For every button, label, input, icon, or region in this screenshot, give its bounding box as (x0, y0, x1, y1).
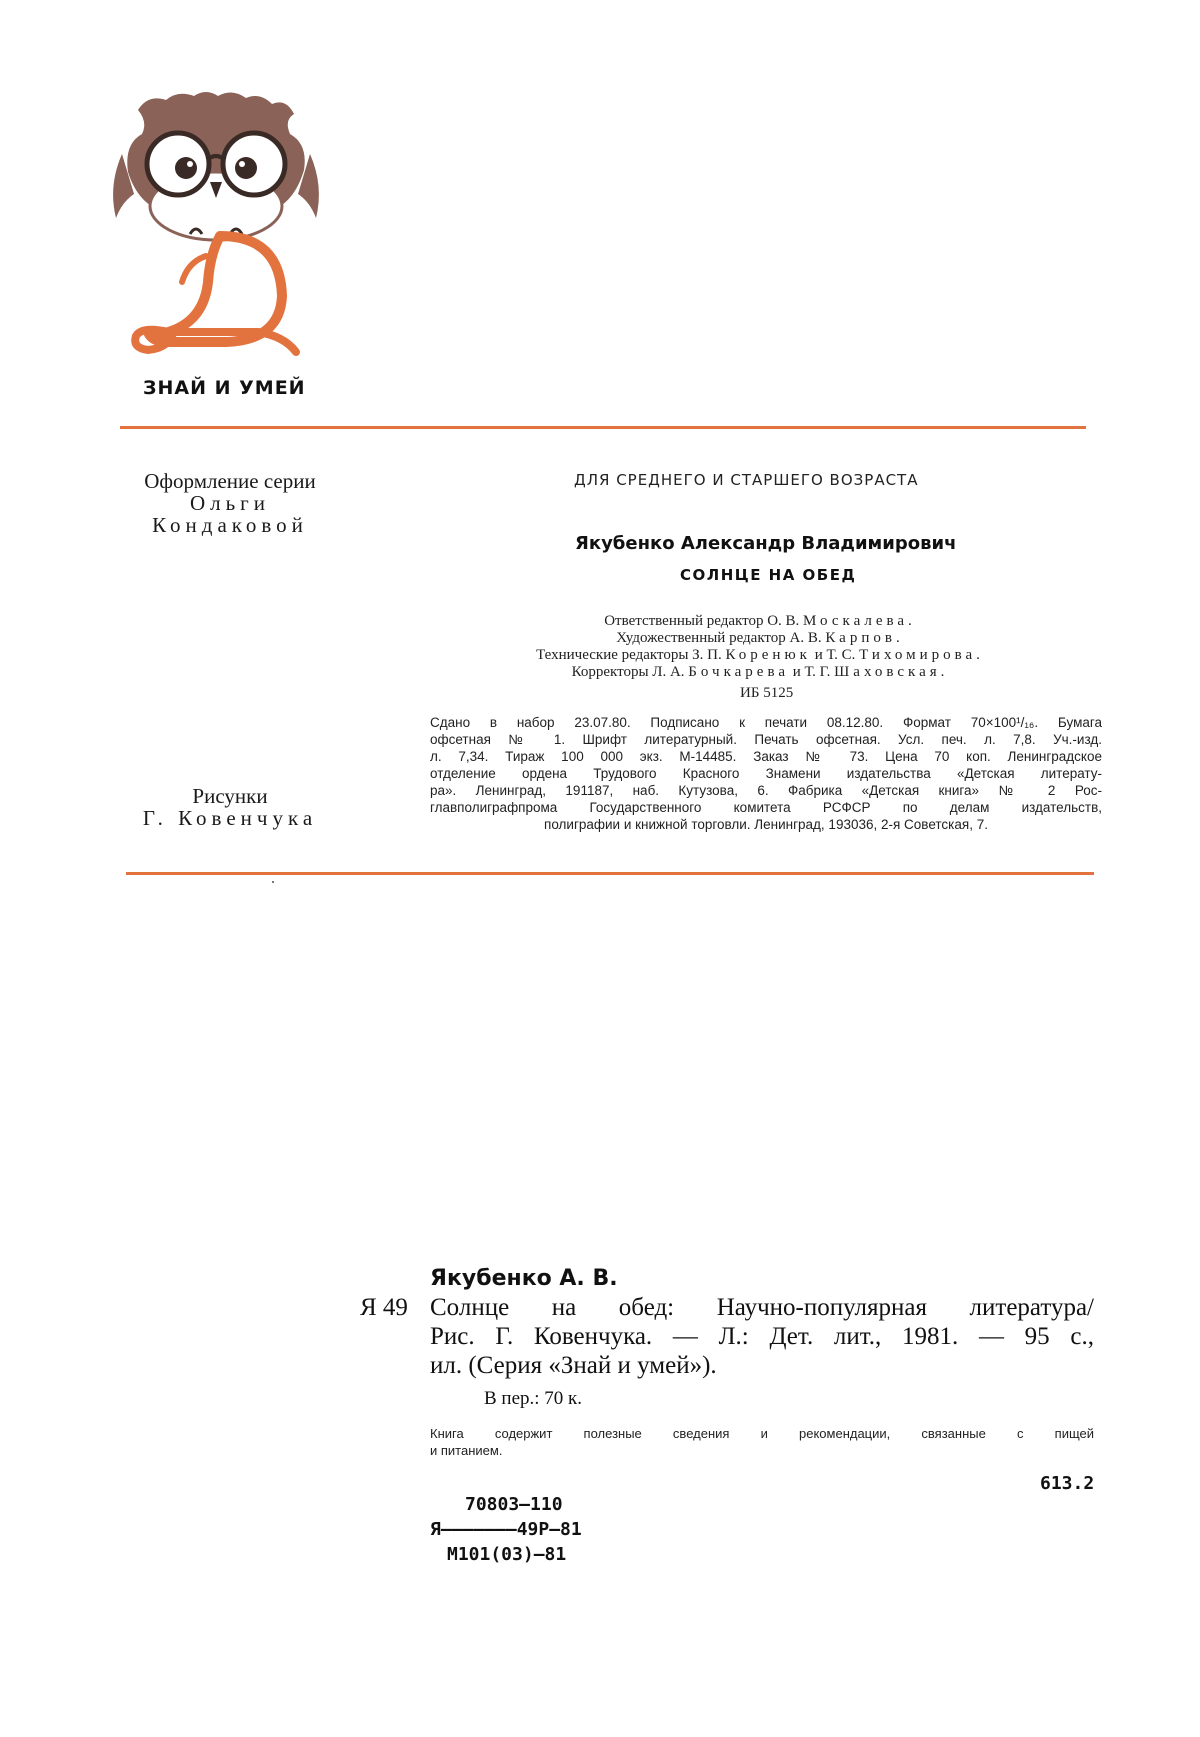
catalog-description (430, 1293, 1094, 1380)
illustrator-name: Г. Ковенчука (142, 806, 318, 830)
responsible-editor: Ответственный редактор О. В. Москалева. (604, 613, 916, 629)
annotation-line: и питанием. (430, 1443, 503, 1458)
imprint-line: ра». Ленинград, 191187, наб. Кутузова, 6. Фабрика «Детская книга» № 2 Рос- (430, 783, 1102, 798)
imprint-line: полиграфии и книжной торговли. Ленинград, 193036, 2-я Советская, 7. (544, 817, 988, 832)
design-credit-label: Оформление серии (144, 469, 316, 493)
designer-first-name: Ольги (189, 491, 271, 515)
index-line: М101(03)—81 (447, 1544, 567, 1565)
tech-editors: Технические редакторы З. П. Коренюк и Т. С. Тихомирова. (536, 647, 984, 663)
catalog-annotation (430, 1425, 1094, 1459)
book-title: СОЛНЦЕ НА ОБЕД (680, 566, 857, 584)
imprint-line: л. 7,34. Тираж 100 000 экз. М-14485. Заказ № 73. Цена 70 коп. Ленинградское (430, 749, 1102, 764)
catalog-line: ил. (Серия «Знай и умей»). (430, 1352, 717, 1379)
proofreaders: Корректоры Л. А. Бочкарева и Т. Г. Шаховская. (571, 664, 949, 680)
imprint-line: отделение ордена Трудового Красного Знамени издательства «Детская литерату- (430, 766, 1102, 781)
classification-code: 613.2 (1040, 1473, 1095, 1494)
ib-number: ИБ 5125 (740, 685, 794, 701)
print-speck (272, 881, 274, 883)
art-editor: Художественный редактор А. В. Карпов. (616, 630, 904, 646)
owl-with-letter-d-logo (113, 92, 319, 352)
catalog-line: Рис. Г. Ковенчука. — Л.: Дет. лит., 1981. — 95 с., (430, 1323, 1094, 1350)
author-full-name: Якубенко Александр Владимирович (575, 533, 957, 554)
drawings-credit-label: Рисунки (192, 784, 268, 808)
top-divider (120, 426, 1086, 429)
drawings-credit (110, 785, 350, 829)
index-line: Я———————49Р—81 (430, 1519, 582, 1540)
bottom-divider (126, 872, 1094, 875)
annotation-line: Книга содержит полезные сведения и рекомендации, связанные с пищей (430, 1426, 1094, 1441)
imprint-line: главполиграфпрома Государственного комитета РСФСР по делам издательств, (430, 800, 1102, 815)
audience-label: ДЛЯ СРЕДНЕГО И СТАРШЕГО ВОЗРАСТА (574, 471, 919, 489)
series-name: ЗНАЙ И УМЕЙ (143, 377, 306, 399)
catalog-price: В пер.: 70 к. (484, 1388, 583, 1409)
owl-logo (108, 86, 324, 356)
imprint-line: Сдано в набор 23.07.80. Подписано к печати 08.12.80. Формат 70×100¹/₁₆. Бумага (430, 715, 1102, 730)
design-credit (110, 470, 350, 536)
catalog-author: Якубенко А. В. (430, 1266, 618, 1291)
designer-last-name: Кондаковой (152, 513, 308, 537)
imprint-line: офсетная № 1. Шрифт литературный. Печать офсетная. Усл. печ. л. 7,8. Уч.-изд. (430, 732, 1102, 747)
index-line: 70803—110 (465, 1494, 563, 1515)
catalog-code: Я 49 (360, 1294, 408, 1321)
imprint-block (430, 714, 1102, 833)
editors-credits (440, 613, 1080, 681)
catalog-line: Солнце на обед: Научно-популярная литература/ (430, 1294, 1094, 1321)
